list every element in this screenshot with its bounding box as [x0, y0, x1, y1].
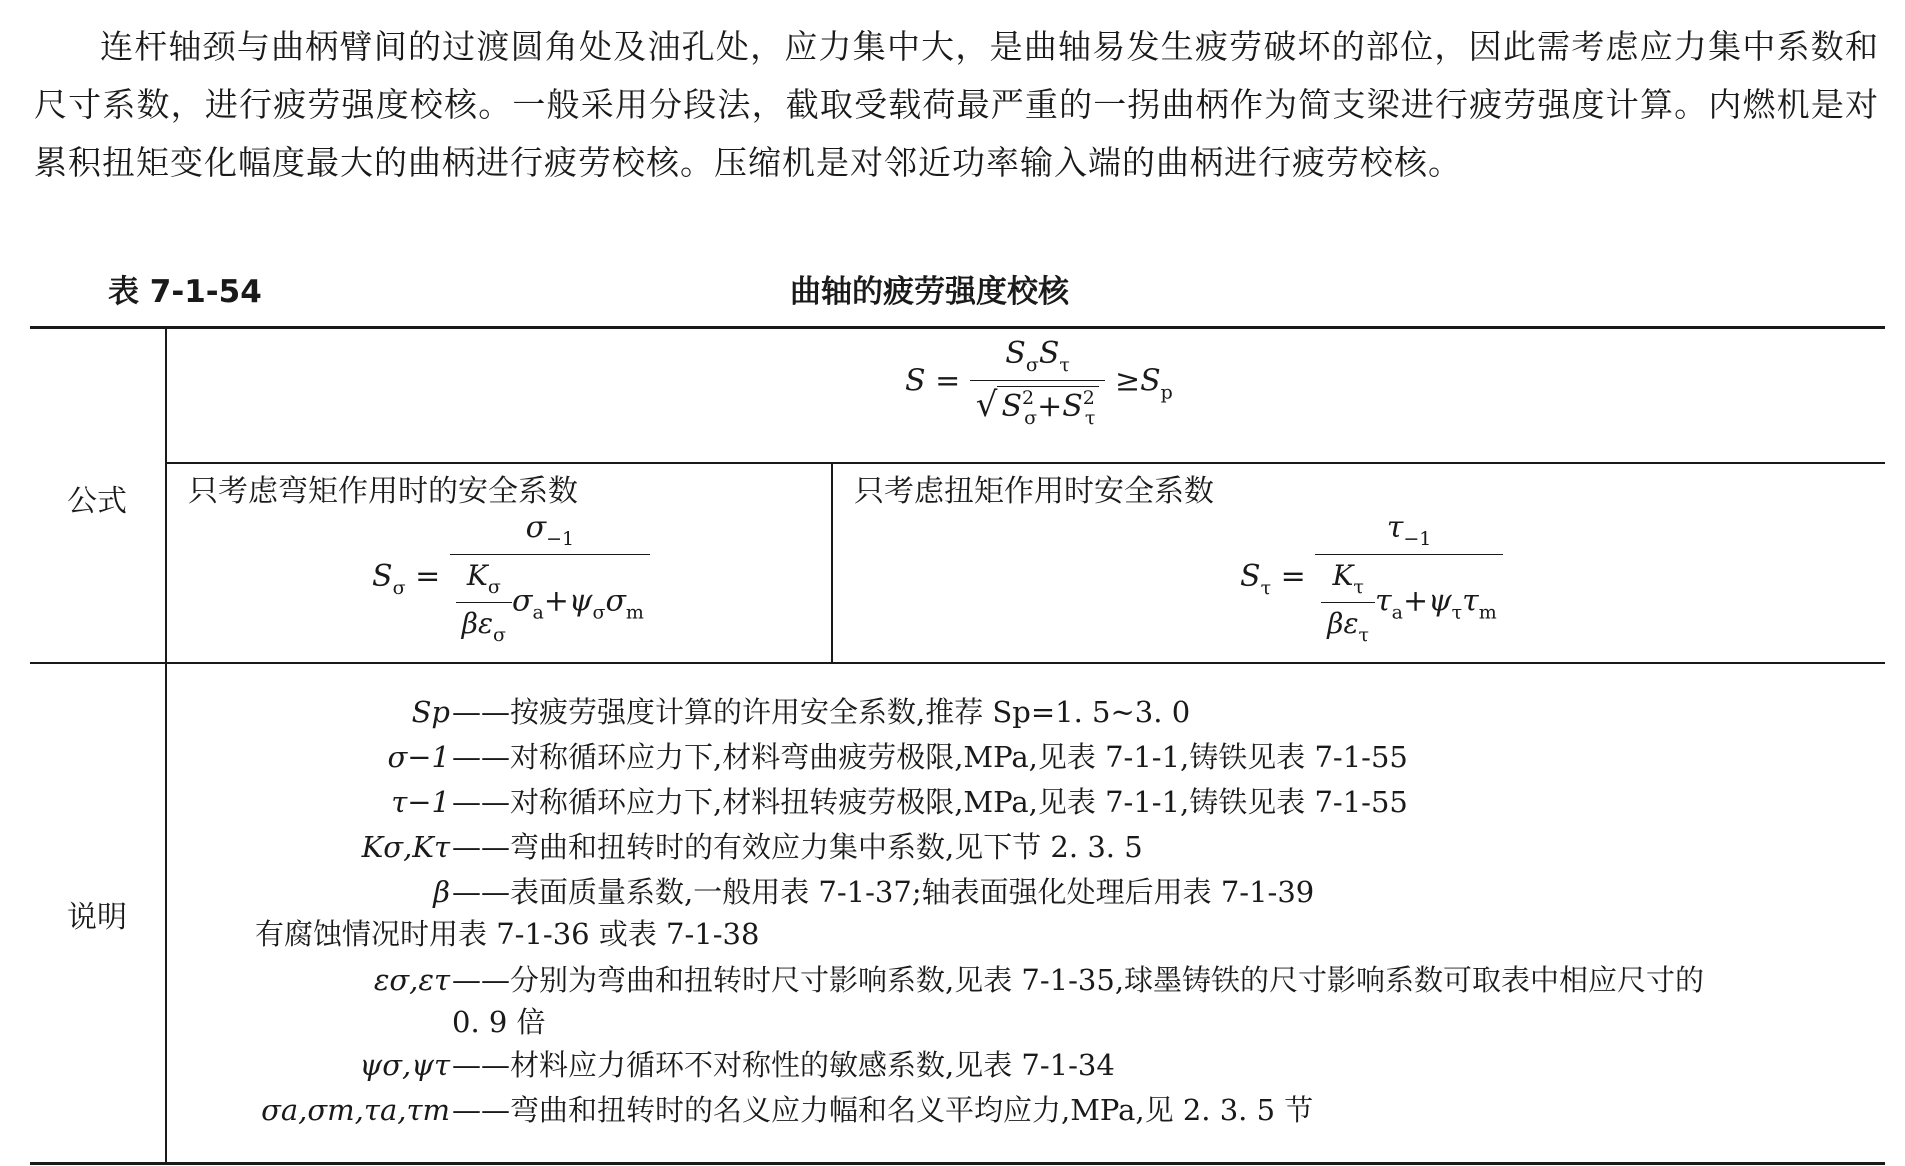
formula-inner-rule [166, 462, 1885, 464]
desc-text: ——材料应力循环不对称性的敏感系数,见表 7-1-34 [452, 1048, 1115, 1082]
desc-symbol: σ−1 [387, 740, 450, 774]
desc-text: ——弯曲和扭转时的名义应力幅和名义平均应力,MPa,见 2. 3. 5 节 [452, 1093, 1314, 1127]
desc-text: ——表面质量系数,一般用表 7-1-37;轴表面强化处理后用表 7-1-39 [452, 875, 1315, 909]
desc-text: ——对称循环应力下,材料扭转疲劳极限,MPa,见表 7-1-1,铸铁见表 7-1-55 [452, 785, 1408, 819]
desc-symbol: Kσ,Kτ [361, 830, 450, 864]
row-separator-rule [30, 662, 1885, 664]
desc-text: ——按疲劳强度计算的许用安全系数,推荐 Sp=1. 5~3. 0 [452, 695, 1191, 729]
formula-split-rule [831, 462, 833, 663]
label-column-rule [165, 328, 167, 1164]
description-row-label: 说明 [67, 900, 127, 935]
table-bottom-rule [30, 1162, 1885, 1165]
desc-symbol: β [433, 875, 450, 909]
bending-safety-heading: 只考虑弯矩作用时的安全系数 [188, 474, 578, 509]
desc-text: 0. 9 倍 [452, 1005, 546, 1039]
desc-text: ——对称循环应力下,材料弯曲疲劳极限,MPa,见表 7-1-1,铸铁见表 7-1-55 [452, 740, 1408, 774]
desc-text: 有腐蚀情况时用表 7-1-36 或表 7-1-38 [255, 917, 760, 951]
combined-safety-formula: S = $\frac{S_\sigma S_\tau}{√ S^2_\sigma+S^2_\tau}$ $\ge S_p$ [905, 336, 1173, 429]
intro-paragraph [34, 18, 1879, 192]
desc-text: ——分别为弯曲和扭转时尺寸影响系数,见表 7-1-35,球墨铸铁的尺寸影响系数可取表中相应尺寸的 [452, 963, 1705, 997]
desc-symbol: τ−1 [391, 785, 450, 819]
table-title: 曲轴的疲劳强度校核 [790, 274, 1069, 310]
desc-text: ——弯曲和扭转时的有效应力集中系数,见下节 2. 3. 5 [452, 830, 1143, 864]
desc-symbol: ψσ,ψτ [359, 1048, 450, 1082]
torsion-safety-formula: $S_\tau$ = $\tau_{-1}$ $\frac{K_\tau}{\beta\varepsilon_\tau}$ $\tau_a+\psi_\tau\tau_m$ [1240, 510, 1503, 646]
desc-symbol: Sp [411, 695, 450, 729]
intro-text: 连杆轴颈与曲柄臂间的过渡圆角处及油孔处，应力集中大，是曲轴易发生疲劳破坏的部位，因此需考虑应力集中系数和尺寸系数，进行疲劳强度校核。一般采用分段法，截取受载荷最严重的一拐曲柄作为简支梁进行疲劳强度计算。内燃机是对累积扭矩变化幅度最大的曲柄进行疲劳校核。压缩机是对邻近功率输入端的曲柄进行疲劳校核。 [34, 27, 1879, 182]
bending-safety-formula: $S_\sigma$ = $\sigma_{-1}$ $\frac{K_\sigma}{\beta\varepsilon_\sigma}$ $\sigma_a+\psi_\sigma\sigma_m$ [372, 510, 650, 646]
table-top-rule [30, 326, 1885, 329]
desc-symbol: εσ,ετ [373, 963, 450, 997]
torsion-safety-heading: 只考虑扭矩作用时安全系数 [854, 474, 1214, 509]
desc-symbol: σa,σm,τa,τm [261, 1093, 450, 1127]
table-number: 表 7-1-54 [108, 274, 262, 310]
formula-row-label: 公式 [67, 484, 127, 519]
